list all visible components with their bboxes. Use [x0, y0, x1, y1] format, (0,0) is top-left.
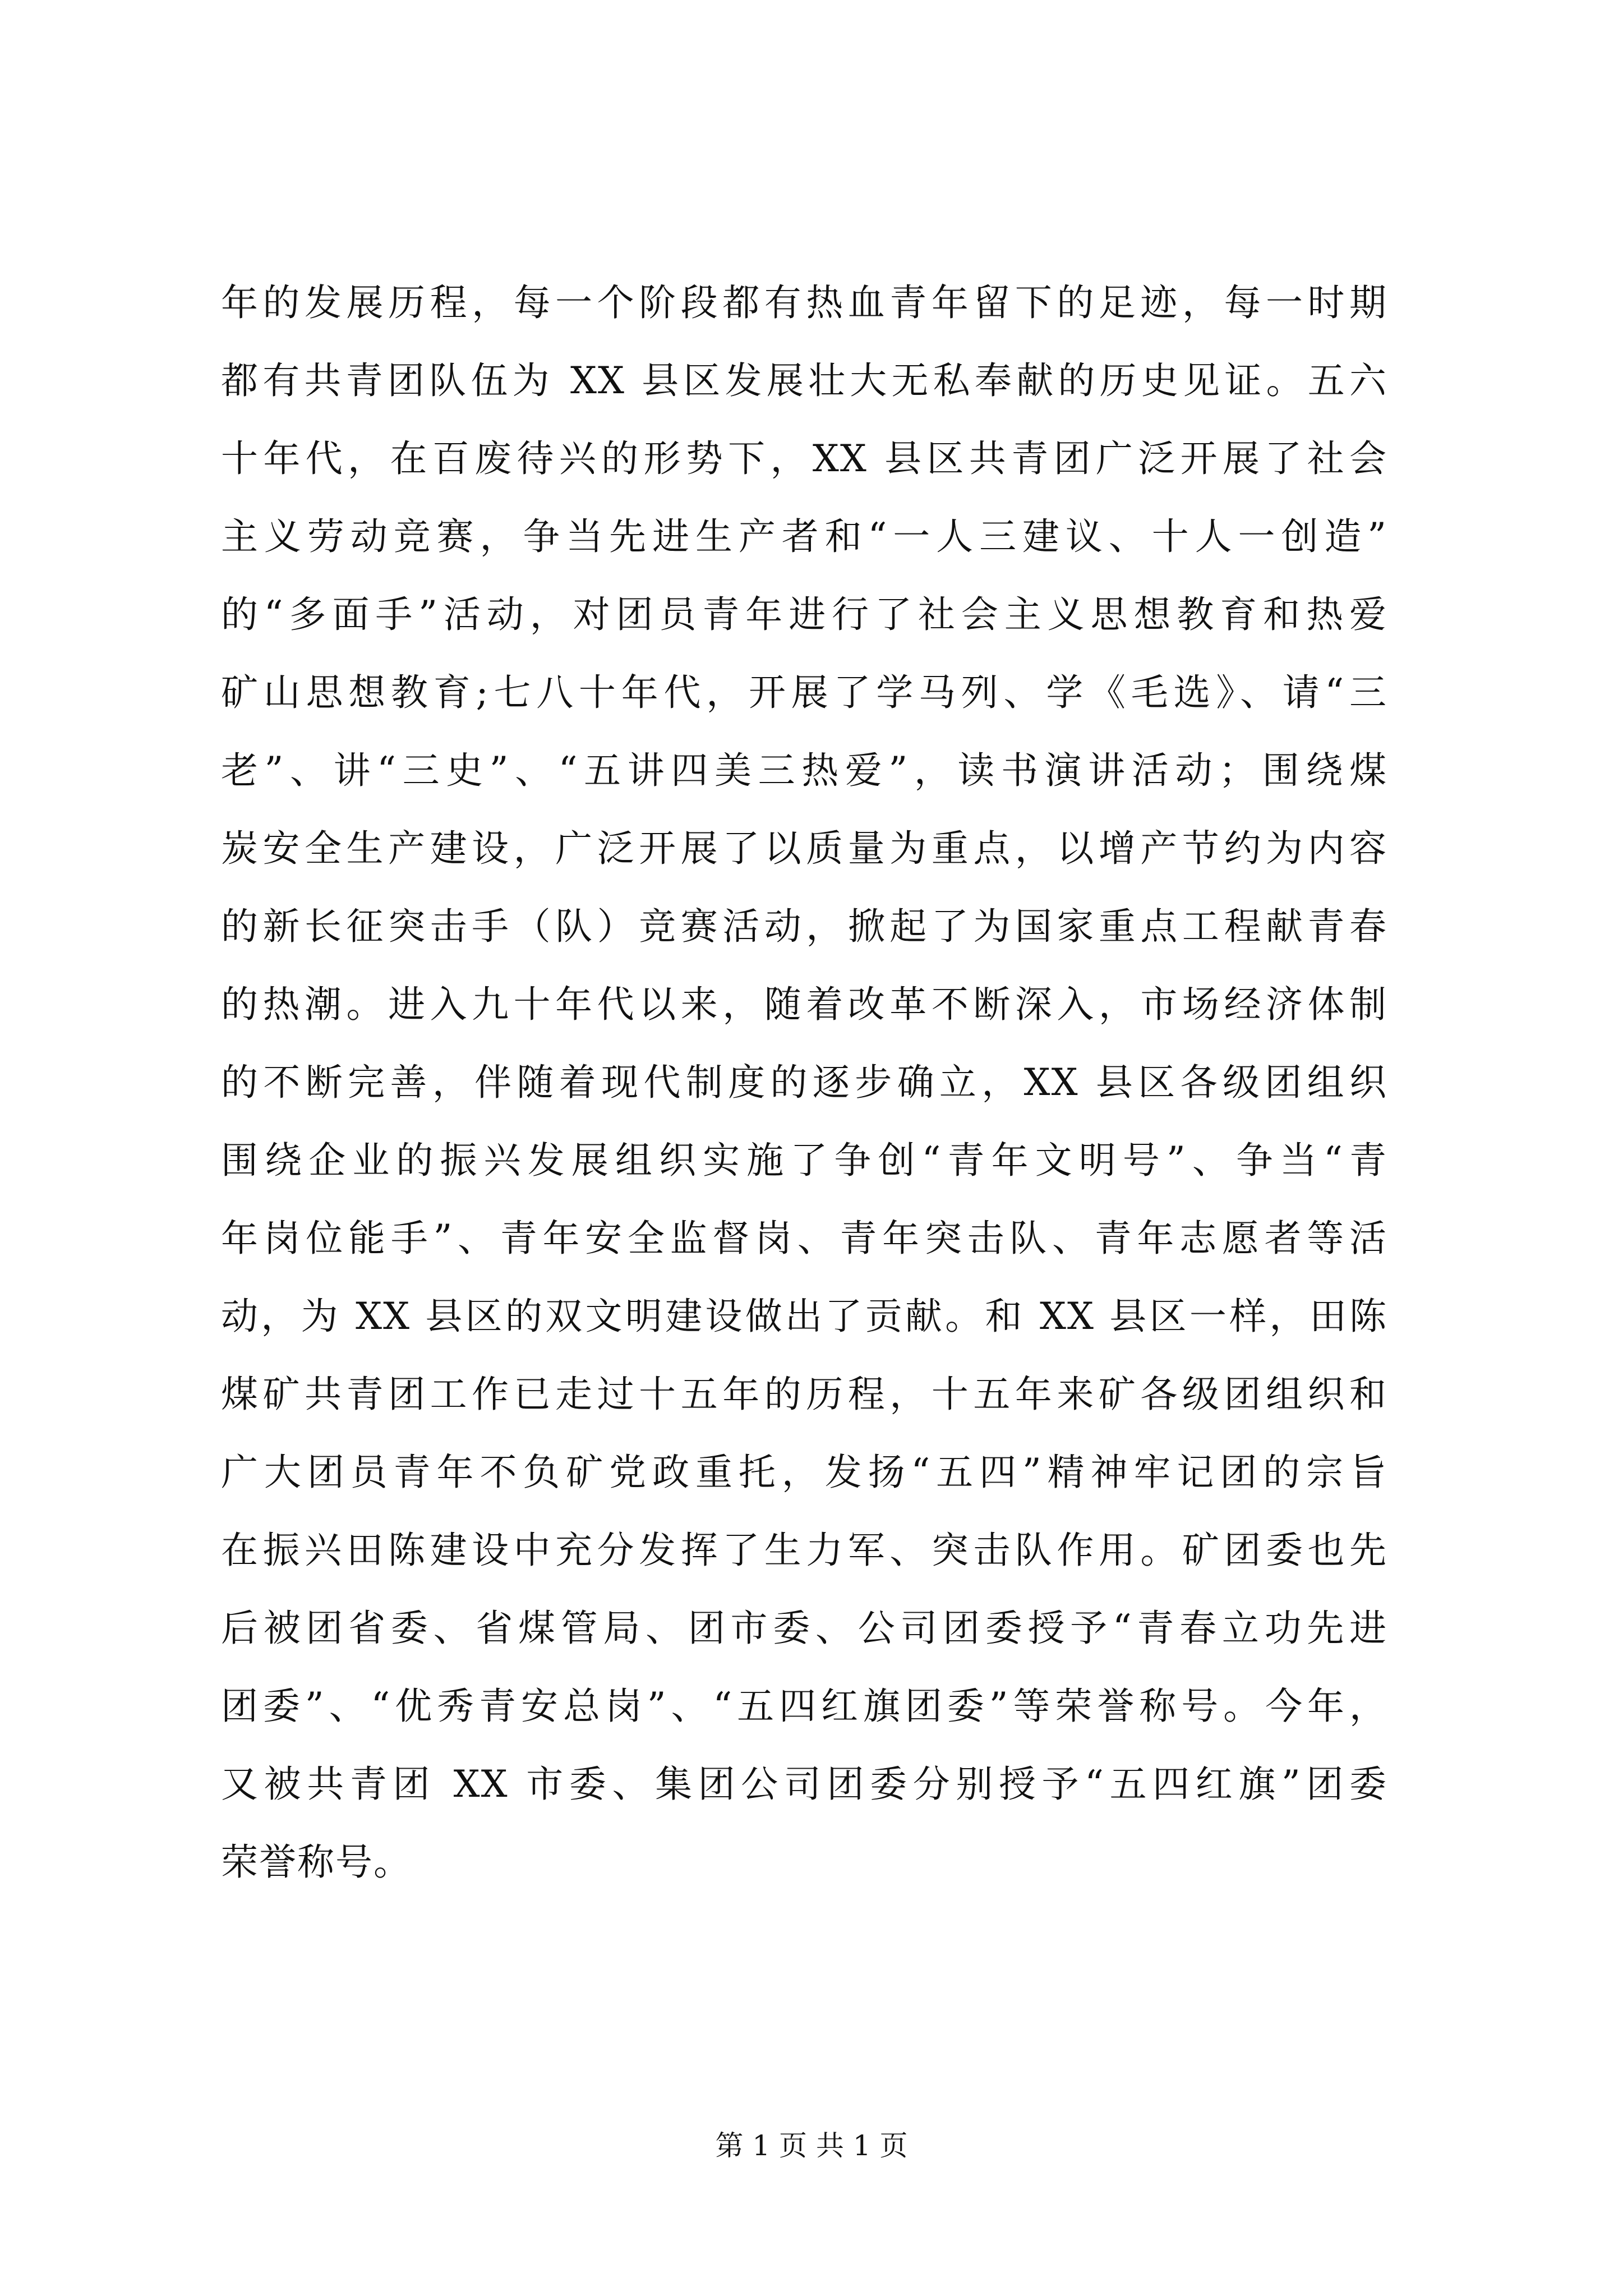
text-line: 老”、讲“三史”、“五讲四美三热爱”，读书演讲活动；围绕煤 — [221, 749, 1387, 792]
text-line: 年岗位能手”、青年安全监督岗、青年突击队、青年志愿者等活 — [221, 1217, 1387, 1260]
text-line: 动，为 XX 县区的双文明建设做出了贡献。和 XX 县区一样，田陈 — [221, 1295, 1387, 1338]
text-line: 炭安全生产建设，广泛开展了以质量为重点，以增产节约为内容 — [221, 827, 1387, 870]
text-line: 荣誉称号。 — [221, 1841, 412, 1884]
text-line: 主义劳动竞赛，争当先进生产者和“一人三建议、十人一创造” — [221, 515, 1387, 558]
text-line: 都有共青团队伍为 XX 县区发展壮大无私奉献的历史见证。五六 — [221, 359, 1387, 402]
text-line: 的热潮。进入九十年代以来，随着改革不断深入，市场经济体制 — [221, 983, 1387, 1026]
text-line: 的“多面手”活动，对团员青年进行了社会主义思想教育和热爱 — [221, 593, 1387, 636]
text-line: 矿山思想教育;七八十年代，开展了学马列、学《毛选》、请“三 — [221, 671, 1387, 714]
text-line: 又被共青团 XX 市委、集团公司团委分别授予“五四红旗”团委 — [221, 1763, 1387, 1806]
text-line: 十年代，在百废待兴的形势下，XX 县区共青团广泛开展了社会 — [221, 437, 1387, 480]
text-line: 在振兴田陈建设中充分发挥了生力军、突击队作用。矿团委也先 — [221, 1529, 1387, 1572]
text-line: 的不断完善，伴随着现代制度的逐步确立，XX 县区各级团组织 — [221, 1061, 1387, 1104]
text-line: 围绕企业的振兴发展组织实施了争创“青年文明号”、争当“青 — [221, 1139, 1387, 1182]
text-line: 后被团省委、省煤管局、团市委、公司团委授予“青春立功先进 — [221, 1607, 1387, 1650]
text-line: 广大团员青年不负矿党政重托，发扬“五四”精神牢记团的宗旨 — [221, 1451, 1387, 1494]
text-line: 年的发展历程，每一个阶段都有热血青年留下的足迹，每一时期 — [221, 281, 1387, 324]
text-line: 的新长征突击手（队）竞赛活动，掀起了为国家重点工程献青春 — [221, 905, 1387, 948]
page-footer — [0, 2126, 1623, 2165]
text-line: 团委”、“优秀青安总岗”、“五四红旗团委”等荣誉称号。今年， — [221, 1685, 1387, 1728]
body-text — [221, 264, 1387, 1901]
text-line: 煤矿共青团工作已走过十五年的历程，十五年来矿各级团组织和 — [221, 1373, 1387, 1416]
page-number: 第 1 页 共 1 页 — [715, 2129, 908, 2162]
